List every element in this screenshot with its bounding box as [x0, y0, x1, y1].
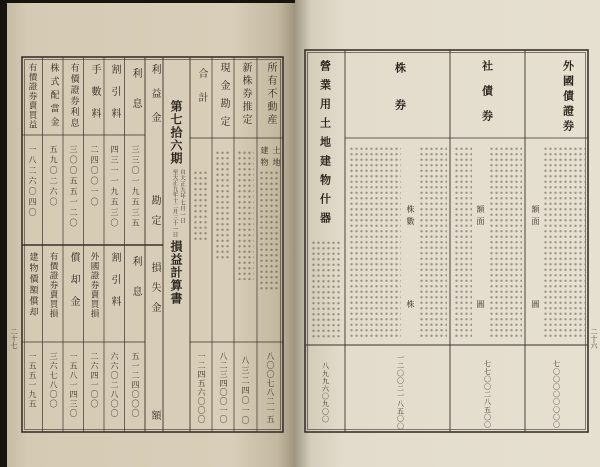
loss-item-amount: 一五五一九五 — [28, 352, 37, 409]
shares-note: 株數 — [406, 205, 415, 229]
debentures-note: 圓 — [476, 300, 485, 308]
summary-label-cash: 現金勘定 — [218, 62, 229, 134]
amount-section-header: 額 — [149, 410, 160, 420]
loss-section-header: 損失金 — [149, 262, 160, 322]
summary-label-total: 合計 — [196, 68, 207, 116]
profit-item-label: 利息 — [130, 68, 141, 128]
fine-print — [419, 146, 447, 338]
statement-title: 損益計算書 — [169, 240, 183, 305]
loss-item-label: 償却金 — [68, 252, 79, 318]
fine-print — [543, 146, 585, 338]
total-debentures: 七七〇〇二八五〇〇 — [483, 360, 492, 429]
fine-print — [454, 146, 472, 338]
profit-item-amount: 三三〇一九五三五 — [131, 145, 140, 229]
real-estate-sub-building: 建物 — [260, 146, 269, 170]
fine-print — [237, 150, 254, 280]
heading-foreign-bonds: 外國債證券 — [561, 60, 575, 135]
shares-note: 株 — [406, 300, 415, 308]
summary-label-new-shares: 新株券推定 — [240, 62, 251, 127]
loss-item-amount: 六六〇二八〇〇 — [110, 352, 119, 419]
profit-item-amount: 三〇〇五五一二〇 — [69, 145, 78, 229]
loss-item-amount: 五一二四〇〇〇 — [131, 352, 140, 419]
loss-item-label: 利息 — [130, 256, 141, 316]
fine-print — [215, 150, 231, 260]
summary-amount-cash: 八二三四〇〇一〇 — [219, 352, 228, 424]
summary-label-real-estate: 所有不動産 — [265, 62, 276, 127]
right-page-number: 二十六 — [590, 328, 598, 349]
fine-print — [193, 170, 209, 240]
total-foreign-bonds: 七〇〇〇〇〇〇〇〇 — [552, 360, 561, 429]
loss-item-amount: 二六四一〇〇 — [90, 352, 99, 409]
loss-item-amount: 三六七八〇〇 — [49, 352, 58, 409]
loss-item-label: 外國證券賣買損 — [89, 252, 99, 319]
left-page-number: 二十七 — [10, 328, 18, 349]
profit-item-amount: 四三一一九五三〇 — [110, 145, 119, 229]
profit-item-amount: 五九〇二六〇 — [49, 145, 58, 208]
period-to: 至大正九年十二月三十一日 — [171, 169, 178, 238]
fine-print — [311, 240, 341, 338]
profit-item-label: 有價證券賣買益 — [27, 63, 37, 130]
period-from: 自大正九年七月一日 — [179, 169, 185, 224]
heading-shares: 株券 — [393, 62, 407, 136]
profit-item-label: 割引料 — [109, 64, 120, 130]
account-section-header: 勘定 — [149, 195, 160, 235]
real-estate-sub-land: 土地 — [272, 146, 281, 170]
fine-print — [489, 146, 522, 338]
heading-business-property: 營業用土地建物什器 — [318, 60, 332, 231]
profit-item-label: 手數料 — [89, 64, 100, 130]
total-shares: 一二〇〇二一八五〇〇 — [396, 354, 405, 430]
summary-amount-new-shares: 八三二四〇一〇 — [241, 356, 250, 426]
period-number: 第七拾六期 — [169, 100, 183, 165]
profit-item-label: 株式配當金 — [48, 63, 59, 131]
loss-item-label: 建物價額償却 — [27, 252, 38, 318]
profit-item-label: 有價證券利息 — [68, 63, 79, 129]
fine-print — [349, 146, 401, 338]
loss-item-amount: 一五八一四三〇 — [69, 352, 78, 419]
foreign-bonds-note: 圓 — [531, 300, 540, 308]
loss-item-label: 有價證券賣買損 — [48, 252, 58, 319]
profit-item-amount: 一八二六〇四〇 — [28, 145, 37, 219]
summary-amount-real-estate: 八〇〇七八二一五 — [266, 352, 275, 424]
profit-item-amount: 二四〇〇一〇 — [90, 145, 99, 208]
debentures-note: 額面 — [476, 205, 485, 229]
loss-item-label: 割引料 — [109, 252, 120, 318]
total-business-property: 八九九六〇九〇〇 — [321, 362, 330, 423]
profit-section-header: 利益金 — [149, 64, 160, 136]
heading-debentures: 社債券 — [480, 60, 494, 135]
summary-amount-total: 一二四五六〇〇〇 — [197, 352, 206, 424]
fine-print — [259, 170, 280, 290]
foreign-bonds-note: 額面 — [531, 205, 540, 229]
